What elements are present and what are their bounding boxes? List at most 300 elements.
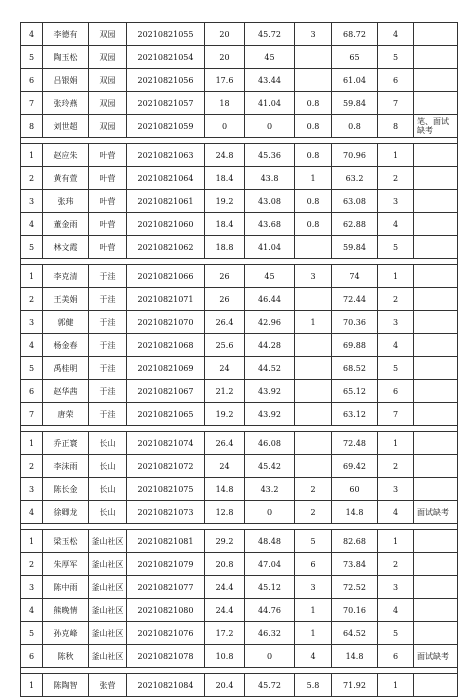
- bonus-cell: [295, 236, 332, 259]
- total-cell: 63.2: [332, 167, 378, 190]
- total-cell: 70.96: [332, 144, 378, 167]
- score-cell: 42.96: [245, 311, 295, 334]
- exam-id-cell: 20210821066: [127, 265, 205, 288]
- score-cell: 45: [245, 46, 295, 69]
- score-cell: 18.4: [205, 213, 245, 236]
- seq-cell: 1: [21, 432, 43, 455]
- seq-cell: 8: [21, 115, 43, 138]
- score-cell: 20.4: [205, 674, 245, 697]
- exam-id-cell: 20210821060: [127, 213, 205, 236]
- table-row: [21, 23, 458, 46]
- score-table-sheet: [20, 22, 457, 697]
- total-cell: 72.52: [332, 576, 378, 599]
- exam-id-cell: 20210821065: [127, 403, 205, 426]
- exam-id-cell: 20210821074: [127, 432, 205, 455]
- bonus-cell: 6: [295, 553, 332, 576]
- exam-id-cell: 20210821080: [127, 599, 205, 622]
- exam-id-cell: 20210821054: [127, 46, 205, 69]
- rank-cell: 1: [378, 530, 414, 553]
- rank-cell: 2: [378, 455, 414, 478]
- seq-cell: 4: [21, 23, 43, 46]
- unit-cell: 于洼: [89, 265, 127, 288]
- note-cell: [414, 380, 458, 403]
- score-cell: 29.2: [205, 530, 245, 553]
- name-cell: 乔正寰: [43, 432, 89, 455]
- bonus-cell: [295, 455, 332, 478]
- total-cell: 71.92: [332, 674, 378, 697]
- total-cell: 63.08: [332, 190, 378, 213]
- table-row: [21, 599, 458, 622]
- unit-cell: 釜山社区: [89, 553, 127, 576]
- score-cell: 0: [245, 645, 295, 668]
- score-cell: 46.32: [245, 622, 295, 645]
- note-cell: [414, 46, 458, 69]
- seq-cell: 3: [21, 311, 43, 334]
- unit-cell: 双园: [89, 46, 127, 69]
- score-cell: 17.2: [205, 622, 245, 645]
- rank-cell: 3: [378, 478, 414, 501]
- score-cell: 0: [245, 501, 295, 524]
- table-row: [21, 144, 458, 167]
- score-table: [20, 22, 458, 697]
- bonus-cell: [295, 288, 332, 311]
- score-cell: 41.04: [245, 92, 295, 115]
- seq-cell: 4: [21, 599, 43, 622]
- score-cell: 45.12: [245, 576, 295, 599]
- bonus-cell: 2: [295, 478, 332, 501]
- score-cell: 44.52: [245, 357, 295, 380]
- note-cell: [414, 23, 458, 46]
- bonus-cell: 1: [295, 599, 332, 622]
- bonus-cell: 3: [295, 23, 332, 46]
- name-cell: 唐荣: [43, 403, 89, 426]
- unit-cell: 釜山社区: [89, 599, 127, 622]
- table-row: [21, 553, 458, 576]
- note-cell: [414, 622, 458, 645]
- note-cell: [414, 213, 458, 236]
- seq-cell: 6: [21, 380, 43, 403]
- rank-cell: 3: [378, 311, 414, 334]
- total-cell: 65.12: [332, 380, 378, 403]
- rank-cell: 2: [378, 288, 414, 311]
- bonus-cell: 3: [295, 576, 332, 599]
- exam-id-cell: 20210821075: [127, 478, 205, 501]
- bonus-cell: 0.8: [295, 144, 332, 167]
- name-cell: 陈陶智: [43, 674, 89, 697]
- score-cell: 41.04: [245, 236, 295, 259]
- unit-cell: 张营: [89, 674, 127, 697]
- table-row: [21, 115, 458, 138]
- score-cell: 0: [205, 115, 245, 138]
- table-row: [21, 455, 458, 478]
- seq-cell: 1: [21, 674, 43, 697]
- total-cell: 82.68: [332, 530, 378, 553]
- exam-id-cell: 20210821084: [127, 674, 205, 697]
- exam-id-cell: 20210821062: [127, 236, 205, 259]
- note-cell: [414, 357, 458, 380]
- rank-cell: 3: [378, 190, 414, 213]
- seq-cell: 6: [21, 645, 43, 668]
- table-row: [21, 478, 458, 501]
- name-cell: 孙克峰: [43, 622, 89, 645]
- exam-id-cell: 20210821078: [127, 645, 205, 668]
- seq-cell: 4: [21, 213, 43, 236]
- score-cell: 26: [205, 265, 245, 288]
- total-cell: 14.8: [332, 501, 378, 524]
- bonus-cell: 0.8: [295, 190, 332, 213]
- unit-cell: 于洼: [89, 288, 127, 311]
- score-cell: 24: [205, 455, 245, 478]
- note-cell: 面试缺考: [414, 501, 458, 524]
- note-cell: [414, 599, 458, 622]
- score-cell: 44.76: [245, 599, 295, 622]
- score-cell: 12.8: [205, 501, 245, 524]
- name-cell: 李克清: [43, 265, 89, 288]
- total-cell: 64.52: [332, 622, 378, 645]
- exam-id-cell: 20210821061: [127, 190, 205, 213]
- total-cell: 73.84: [332, 553, 378, 576]
- total-cell: 59.84: [332, 236, 378, 259]
- total-cell: 68.52: [332, 357, 378, 380]
- rank-cell: 4: [378, 334, 414, 357]
- rank-cell: 7: [378, 403, 414, 426]
- score-cell: 26: [205, 288, 245, 311]
- note-cell: [414, 92, 458, 115]
- unit-cell: 长山: [89, 478, 127, 501]
- exam-id-cell: 20210821055: [127, 23, 205, 46]
- table-row: [21, 265, 458, 288]
- total-cell: 14.8: [332, 645, 378, 668]
- seq-cell: 5: [21, 236, 43, 259]
- name-cell: 杨金春: [43, 334, 89, 357]
- note-cell: [414, 265, 458, 288]
- rank-cell: 6: [378, 380, 414, 403]
- table-row: [21, 311, 458, 334]
- rank-cell: 5: [378, 357, 414, 380]
- seq-cell: 6: [21, 69, 43, 92]
- exam-id-cell: 20210821070: [127, 311, 205, 334]
- name-cell: 张玲燕: [43, 92, 89, 115]
- score-cell: 47.04: [245, 553, 295, 576]
- total-cell: 62.88: [332, 213, 378, 236]
- table-row: [21, 380, 458, 403]
- rank-cell: 1: [378, 144, 414, 167]
- score-cell: 26.4: [205, 432, 245, 455]
- name-cell: 陈长金: [43, 478, 89, 501]
- table-row: [21, 334, 458, 357]
- unit-cell: 长山: [89, 432, 127, 455]
- unit-cell: 叶营: [89, 213, 127, 236]
- bonus-cell: 0.8: [295, 92, 332, 115]
- note-cell: 面试缺考: [414, 645, 458, 668]
- seq-cell: 2: [21, 553, 43, 576]
- seq-cell: 7: [21, 92, 43, 115]
- total-cell: 65: [332, 46, 378, 69]
- seq-cell: 3: [21, 478, 43, 501]
- exam-id-cell: 20210821072: [127, 455, 205, 478]
- score-cell: 43.68: [245, 213, 295, 236]
- score-cell: 18: [205, 92, 245, 115]
- unit-cell: 长山: [89, 501, 127, 524]
- score-cell: 24.4: [205, 576, 245, 599]
- exam-id-cell: 20210821057: [127, 92, 205, 115]
- seq-cell: 1: [21, 144, 43, 167]
- name-cell: 陈秋: [43, 645, 89, 668]
- name-cell: 禹桂明: [43, 357, 89, 380]
- table-row: [21, 674, 458, 697]
- seq-cell: 5: [21, 357, 43, 380]
- table-row: [21, 213, 458, 236]
- score-cell: 45.72: [245, 674, 295, 697]
- unit-cell: 釜山社区: [89, 622, 127, 645]
- exam-id-cell: 20210821071: [127, 288, 205, 311]
- bonus-cell: 1: [295, 622, 332, 645]
- score-cell: 17.6: [205, 69, 245, 92]
- rank-cell: 2: [378, 167, 414, 190]
- unit-cell: 双园: [89, 92, 127, 115]
- table-row: [21, 501, 458, 524]
- score-cell: 26.4: [205, 311, 245, 334]
- seq-cell: 3: [21, 190, 43, 213]
- rank-cell: 8: [378, 115, 414, 138]
- total-cell: 70.36: [332, 311, 378, 334]
- bonus-cell: [295, 380, 332, 403]
- total-cell: 63.12: [332, 403, 378, 426]
- bonus-cell: 0.8: [295, 213, 332, 236]
- score-cell: 25.6: [205, 334, 245, 357]
- rank-cell: 4: [378, 599, 414, 622]
- exam-id-cell: 20210821067: [127, 380, 205, 403]
- seq-cell: 2: [21, 455, 43, 478]
- rank-cell: 5: [378, 46, 414, 69]
- total-cell: 72.44: [332, 288, 378, 311]
- rank-cell: 2: [378, 553, 414, 576]
- table-row: [21, 92, 458, 115]
- score-cell: 43.2: [245, 478, 295, 501]
- exam-id-cell: 20210821056: [127, 69, 205, 92]
- seq-cell: 4: [21, 334, 43, 357]
- note-cell: [414, 576, 458, 599]
- note-cell: [414, 674, 458, 697]
- total-cell: 60: [332, 478, 378, 501]
- score-cell: 43.8: [245, 167, 295, 190]
- score-cell: 48.48: [245, 530, 295, 553]
- score-cell: 21.2: [205, 380, 245, 403]
- note-cell: 笔、面试缺考: [414, 115, 458, 138]
- rank-cell: 4: [378, 213, 414, 236]
- seq-cell: 1: [21, 530, 43, 553]
- seq-cell: 2: [21, 167, 43, 190]
- unit-cell: 长山: [89, 455, 127, 478]
- bonus-cell: 5: [295, 530, 332, 553]
- bonus-cell: 1: [295, 167, 332, 190]
- note-cell: [414, 455, 458, 478]
- seq-cell: 1: [21, 265, 43, 288]
- unit-cell: 于洼: [89, 403, 127, 426]
- rank-cell: 7: [378, 92, 414, 115]
- unit-cell: 叶营: [89, 144, 127, 167]
- exam-id-cell: 20210821076: [127, 622, 205, 645]
- note-cell: [414, 69, 458, 92]
- name-cell: 徐卿龙: [43, 501, 89, 524]
- score-cell: 45: [245, 265, 295, 288]
- note-cell: [414, 190, 458, 213]
- rank-cell: 5: [378, 622, 414, 645]
- unit-cell: 双园: [89, 23, 127, 46]
- note-cell: [414, 478, 458, 501]
- total-cell: 69.88: [332, 334, 378, 357]
- rank-cell: 6: [378, 69, 414, 92]
- score-cell: 24: [205, 357, 245, 380]
- name-cell: 张玮: [43, 190, 89, 213]
- unit-cell: 叶营: [89, 167, 127, 190]
- name-cell: 李沫雨: [43, 455, 89, 478]
- name-cell: 刘世超: [43, 115, 89, 138]
- score-cell: 45.36: [245, 144, 295, 167]
- score-cell: 18.8: [205, 236, 245, 259]
- total-cell: 72.48: [332, 432, 378, 455]
- score-cell: 18.4: [205, 167, 245, 190]
- rank-cell: 1: [378, 432, 414, 455]
- name-cell: 董金雨: [43, 213, 89, 236]
- exam-id-cell: 20210821064: [127, 167, 205, 190]
- seq-cell: 7: [21, 403, 43, 426]
- name-cell: 陈中雨: [43, 576, 89, 599]
- seq-cell: 5: [21, 622, 43, 645]
- note-cell: [414, 553, 458, 576]
- score-cell: 44.28: [245, 334, 295, 357]
- score-cell: 14.8: [205, 478, 245, 501]
- rank-cell: 5: [378, 236, 414, 259]
- exam-id-cell: 20210821073: [127, 501, 205, 524]
- rank-cell: 1: [378, 674, 414, 697]
- exam-id-cell: 20210821059: [127, 115, 205, 138]
- exam-id-cell: 20210821077: [127, 576, 205, 599]
- total-cell: 59.84: [332, 92, 378, 115]
- unit-cell: 釜山社区: [89, 645, 127, 668]
- unit-cell: 双园: [89, 115, 127, 138]
- bonus-cell: 4: [295, 645, 332, 668]
- unit-cell: 叶营: [89, 190, 127, 213]
- seq-cell: 3: [21, 576, 43, 599]
- note-cell: [414, 432, 458, 455]
- table-row: [21, 69, 458, 92]
- table-row: [21, 645, 458, 668]
- name-cell: 李德有: [43, 23, 89, 46]
- bonus-cell: [295, 46, 332, 69]
- name-cell: 郭健: [43, 311, 89, 334]
- bonus-cell: [295, 69, 332, 92]
- rank-cell: 4: [378, 23, 414, 46]
- score-cell: 46.44: [245, 288, 295, 311]
- name-cell: 王美娟: [43, 288, 89, 311]
- table-row: [21, 46, 458, 69]
- score-cell: 24.8: [205, 144, 245, 167]
- total-cell: 74: [332, 265, 378, 288]
- unit-cell: 于洼: [89, 311, 127, 334]
- bonus-cell: 2: [295, 501, 332, 524]
- exam-id-cell: 20210821081: [127, 530, 205, 553]
- score-cell: 45.72: [245, 23, 295, 46]
- table-row: [21, 190, 458, 213]
- bonus-cell: [295, 357, 332, 380]
- name-cell: 熊晚情: [43, 599, 89, 622]
- table-row: [21, 167, 458, 190]
- bonus-cell: 0.8: [295, 115, 332, 138]
- exam-id-cell: 20210821069: [127, 357, 205, 380]
- seq-cell: 5: [21, 46, 43, 69]
- bonus-cell: [295, 432, 332, 455]
- note-cell: [414, 334, 458, 357]
- name-cell: 吕银娟: [43, 69, 89, 92]
- unit-cell: 于洼: [89, 357, 127, 380]
- rank-cell: 3: [378, 576, 414, 599]
- rank-cell: 6: [378, 645, 414, 668]
- note-cell: [414, 403, 458, 426]
- score-cell: 19.2: [205, 190, 245, 213]
- bonus-cell: [295, 403, 332, 426]
- score-cell: 19.2: [205, 403, 245, 426]
- rank-cell: 4: [378, 501, 414, 524]
- score-cell: 43.92: [245, 380, 295, 403]
- table-row: [21, 432, 458, 455]
- unit-cell: 釜山社区: [89, 576, 127, 599]
- name-cell: 朱厚军: [43, 553, 89, 576]
- score-cell: 43.44: [245, 69, 295, 92]
- score-cell: 24.4: [205, 599, 245, 622]
- table-row: [21, 288, 458, 311]
- unit-cell: 釜山社区: [89, 530, 127, 553]
- score-cell: 20: [205, 46, 245, 69]
- exam-id-cell: 20210821063: [127, 144, 205, 167]
- exam-id-cell: 20210821079: [127, 553, 205, 576]
- score-cell: 45.42: [245, 455, 295, 478]
- score-cell: 20: [205, 23, 245, 46]
- seq-cell: 4: [21, 501, 43, 524]
- note-cell: [414, 144, 458, 167]
- note-cell: [414, 311, 458, 334]
- name-cell: 黄有萱: [43, 167, 89, 190]
- name-cell: 林文霞: [43, 236, 89, 259]
- table-row: [21, 403, 458, 426]
- seq-cell: 2: [21, 288, 43, 311]
- exam-id-cell: 20210821068: [127, 334, 205, 357]
- total-cell: 0.8: [332, 115, 378, 138]
- table-row: [21, 622, 458, 645]
- table-row: [21, 236, 458, 259]
- table-row: [21, 530, 458, 553]
- name-cell: 赵应朱: [43, 144, 89, 167]
- note-cell: [414, 288, 458, 311]
- bonus-cell: [295, 334, 332, 357]
- rank-cell: 1: [378, 265, 414, 288]
- bonus-cell: 3: [295, 265, 332, 288]
- bonus-cell: 5.8: [295, 674, 332, 697]
- table-row: [21, 576, 458, 599]
- name-cell: 梁玉松: [43, 530, 89, 553]
- total-cell: 61.04: [332, 69, 378, 92]
- score-cell: 0: [245, 115, 295, 138]
- unit-cell: 双园: [89, 69, 127, 92]
- note-cell: [414, 167, 458, 190]
- table-row: [21, 357, 458, 380]
- bonus-cell: 1: [295, 311, 332, 334]
- note-cell: [414, 530, 458, 553]
- unit-cell: 叶营: [89, 236, 127, 259]
- name-cell: 赵华茜: [43, 380, 89, 403]
- score-cell: 10.8: [205, 645, 245, 668]
- unit-cell: 于洼: [89, 380, 127, 403]
